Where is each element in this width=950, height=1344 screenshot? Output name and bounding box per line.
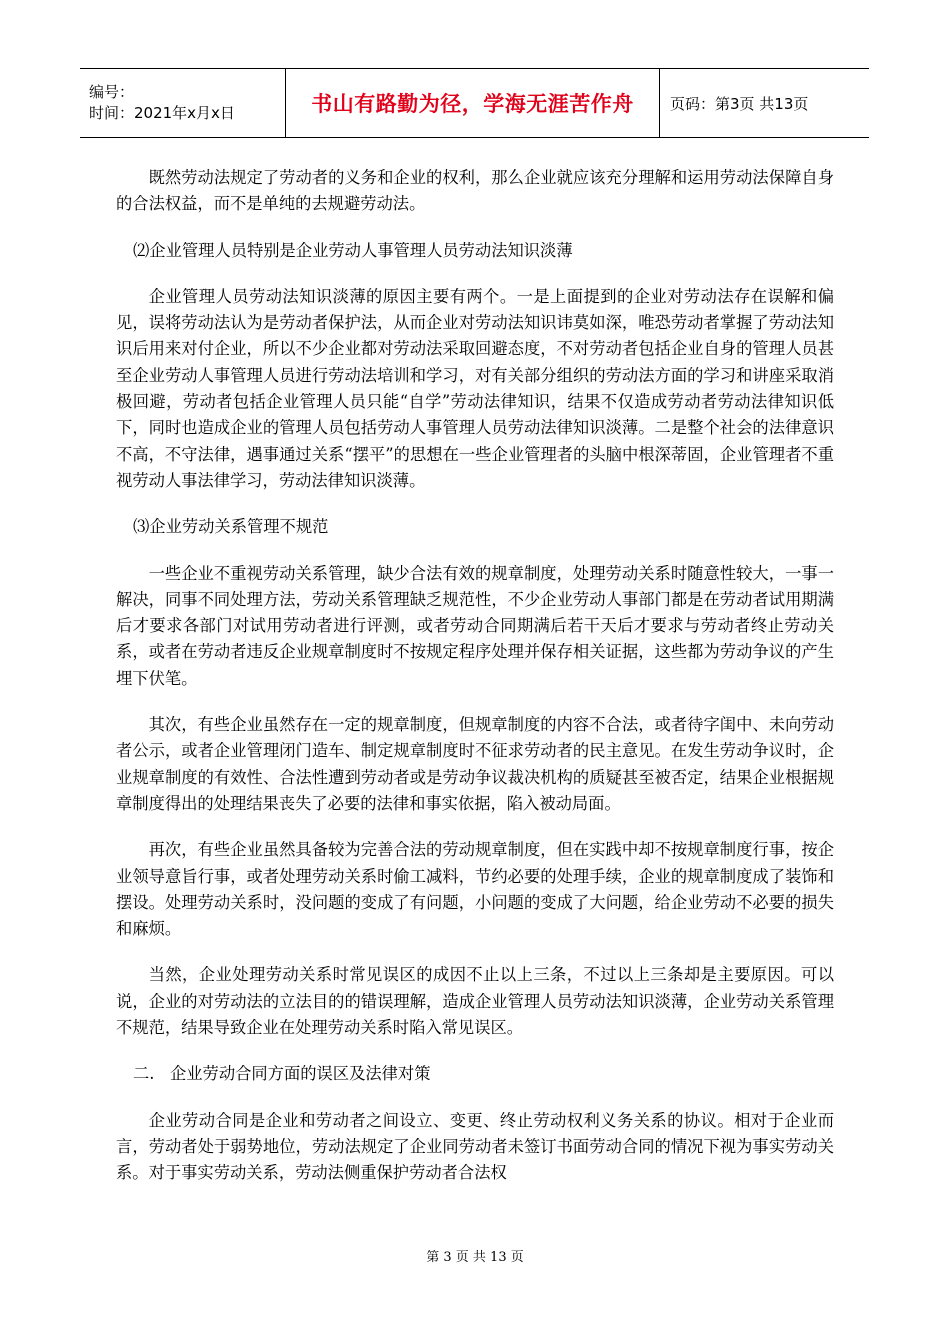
header-page-label: 页码：第3页 共13页 bbox=[670, 94, 809, 113]
paragraph: 其次，有些企业虽然存在一定的规章制度，但规章制度的内容不合法，或者待字闺中、未向劳动者公示，或者企业管理闭门造车、制定规章制度时不征求劳动者的民主意见。在发生劳动争议时，企业规章制度的有效性、合法性遭到劳动者或是劳动争议裁决机构的质疑甚至被否定，结果企业根据规章制度得出的处理结果丧失了必要的法律和事实依据，陷入被动局面。 bbox=[116, 715, 834, 813]
header-meta bbox=[80, 69, 286, 137]
doc-time-label: 时间：2021年x月x日 bbox=[89, 104, 235, 122]
header-motto: 书山有路勤为径，学海无涯苦作舟 bbox=[311, 92, 634, 116]
paragraph: 当然，企业处理劳动关系时常见误区的成因不止以上三条，不过以上三条却是主要原因。可以说，企业的对劳动法的立法目的的错误理解，造成企业管理人员劳动法知识淡薄，企业劳动关系管理不规范，结果导致企业在处理劳动关系时陷入常见误区。 bbox=[116, 965, 834, 1038]
doc-number-label: 编号： bbox=[89, 83, 135, 101]
paragraph: 企业管理人员劳动法知识淡薄的原因主要有两个。一是上面提到的企业对劳动法存在误解和偏见，误将劳动法认为是劳动者保护法，从而企业对劳动法知识讳莫如深，唯恐劳动者掌握了劳动法知识后用来对付企业，所以不少企业都对劳动法采取回避态度，不对劳动者包括企业自身的管理人员甚至企业劳动人事管理人员进行劳动法培训和学习，对有关部分组织的劳动法方面的学习和讲座采取消极回避，劳动者包括企业管理人员只能“自学”劳动法律知识，结果不仅造成劳动者劳动法律知识低下，同时也造成企业的管理人员包括劳动人事管理人员劳动法律知识淡薄。二是整个社会的法律意识不高，不守法律，遇事通过关系“摆平”的思想在一些企业管理者的头脑中根深蒂固，企业管理者不重视劳动人事法律学习，劳动法律知识淡薄。 bbox=[116, 286, 834, 490]
subheading: ⑵企业管理人员特别是企业劳动人事管理人员劳动法知识淡薄 bbox=[133, 240, 573, 260]
section-heading: 二. 企业劳动合同方面的误区及法律对策 bbox=[133, 1064, 431, 1084]
paragraph: 既然劳动法规定了劳动者的义务和企业的权利，那么企业就应该充分理解和运用劳动法保障自身的合法权益，而不是单纯的去规避劳动法。 bbox=[116, 168, 834, 214]
page-footer: 第 3 页 共 13 页 bbox=[426, 1250, 524, 1265]
paragraph: 一些企业不重视劳动关系管理，缺少合法有效的规章制度，处理劳动关系时随意性较大，一事一解决，同事不同处理方法，劳动关系管理缺乏规范性，不少企业劳动人事部门都是在劳动者试用期满后才要求各部门对试用劳动者进行评测，或者劳动合同期满后若干天后才要求与劳动者终止劳动关系，或者在劳动者违反企业规章制度时不按规定程序处理并保存相关证据，这些都为劳动争议的产生埋下伏笔。 bbox=[116, 563, 834, 688]
paragraph: 企业劳动合同是企业和劳动者之间设立、变更、终止劳动权利义务关系的协议。相对于企业而言，劳动者处于弱势地位，劳动法规定了企业同劳动者未签订书面劳动合同的情况下视为事实劳动关系。对于事实劳动关系，劳动法侧重保护劳动者合法权 bbox=[116, 1110, 834, 1183]
header-page-cell bbox=[660, 69, 869, 137]
header-motto-cell bbox=[286, 69, 660, 137]
document-body bbox=[116, 165, 834, 1207]
page-header bbox=[80, 68, 869, 138]
paragraph: 再次，有些企业虽然具备较为完善合法的劳动规章制度，但在实践中却不按规章制度行事，按企业领导意旨行事，或者处理劳动关系时偷工减料，节约必要的处理手续，企业的规章制度成了装饰和摆设。处理劳动关系时，没问题的变成了有问题，小问题的变成了大问题，给企业劳动不必要的损失和麻烦。 bbox=[116, 840, 834, 939]
subheading: ⑶企业劳动关系管理不规范 bbox=[133, 517, 329, 537]
